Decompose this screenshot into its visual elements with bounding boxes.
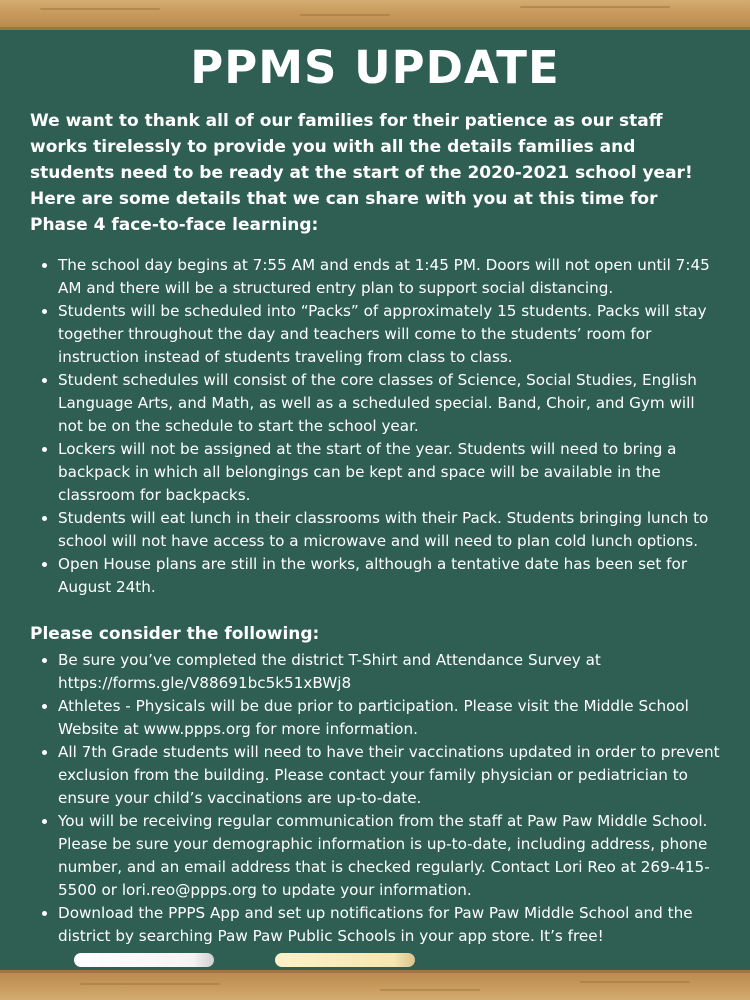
consider-list: [30, 649, 720, 948]
list-item: • Download the PPPS App and set up notifications for Paw Paw Middle School and the district by searching Paw Paw Public Schools in your app store. It’s free!: [58, 902, 720, 948]
list-item: • The school day begins at 7:55 AM and ends at 1:45 PM. Doors will not open until 7:45 AM and there will be a structured entry plan to support social distancing.: [58, 254, 720, 300]
wood-grain: [300, 14, 390, 16]
wood-frame-top: [0, 0, 750, 30]
consider-heading: Please consider the following:: [30, 624, 320, 644]
wood-frame-bottom: [0, 970, 750, 1000]
list-item: • Students will be scheduled into “Packs” of approximately 15 students. Packs will stay together throughout the day and teachers will come to the students’ room for instruction instead of students traveling from class to class.: [58, 300, 720, 369]
white-chalk-piece: [74, 953, 214, 967]
intro-paragraph: We want to thank all of our families for their patience as our staff works tirelessly to provide you with all the details families and students need to be ready at the start of the 2020-2021 school year! Here are some details that we can share with you at this time for Phase 4 face-to-face learning:: [30, 111, 693, 235]
list-item: • Be sure you’ve completed the district T-Shirt and Attendance Survey at https://forms.gle/V88691bc5k51xBWj8: [58, 649, 720, 695]
wood-grain: [380, 989, 480, 991]
list-item: • Athletes - Physicals will be due prior to participation. Please visit the Middle School Website at www.ppps.org for more information.: [58, 695, 720, 741]
list-item: • All 7th Grade students will need to have their vaccinations updated in order to prevent exclusion from the building. Please contact your family physician or pediatrician to ensure your child’s vaccinations are up-to-date.: [58, 741, 720, 810]
wood-grain: [80, 983, 220, 985]
list-item: • Open House plans are still in the works, although a tentative date has been set for August 24th.: [58, 553, 720, 599]
wood-grain: [40, 8, 160, 10]
list-item: • You will be receiving regular communication from the staff at Paw Paw Middle School. Please be sure your demographic information is up-to-date, including address, phone number, and an email address that is checked regularly. Contact Lori Reo at 269-415-5500 or lori.reo@ppps.org to update your information.: [58, 810, 720, 902]
list-item: • Lockers will not be assigned at the start of the year. Students will need to bring a backpack in which all belongings can be kept and space will be available in the classroom for backpacks.: [58, 438, 720, 507]
details-list: [30, 254, 720, 599]
wood-grain: [580, 981, 690, 983]
chalkboard: [0, 30, 750, 970]
yellow-chalk-piece: [275, 953, 415, 967]
list-item: • Students will eat lunch in their classrooms with their Pack. Students bringing lunch to school will not have access to a microwave and will need to plan cold lunch options.: [58, 507, 720, 553]
page-title: PPMS UPDATE: [190, 41, 560, 94]
list-item: • Student schedules will consist of the core classes of Science, Social Studies, English Language Arts, and Math, as well as a scheduled special. Band, Choir, and Gym will not be on the schedule to start the school year.: [58, 369, 720, 438]
wood-grain: [520, 6, 670, 8]
